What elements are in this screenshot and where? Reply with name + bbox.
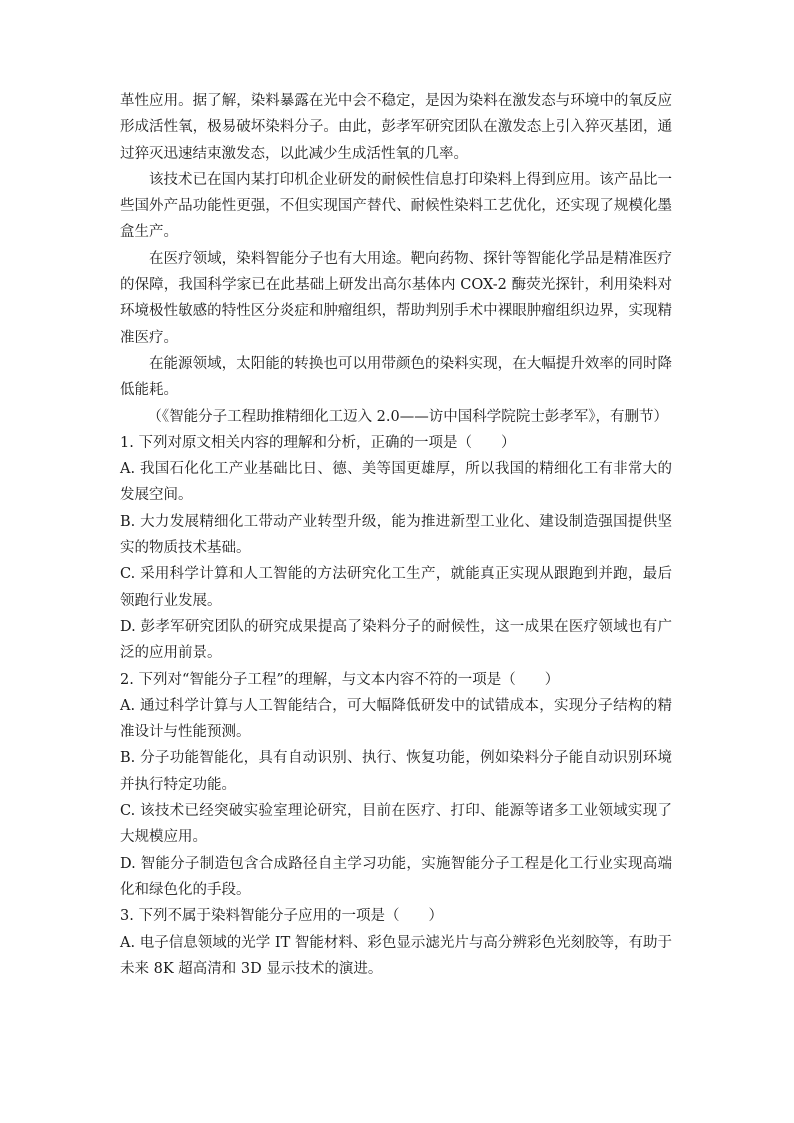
question-2-option-c: C. 该技术已经突破实验室理论研究，目前在医疗、打印、能源等诸多工业领域实现了大规模应用。 bbox=[120, 803, 672, 846]
question-2-option-b: B. 分子功能智能化，具有自动识别、执行、恢复功能，例如染料分子能自动识别环境并执行特定功能。 bbox=[120, 750, 672, 793]
question-1-stem: 1. 下列对原文相关内容的理解和分析，正确的一项是（ ） bbox=[120, 434, 516, 451]
question-1-option-b: B. 大力发展精细化工带动产业转型升级，能为推进新型工业化、建设制造强国提供坚实的物质技术基础。 bbox=[120, 513, 672, 557]
article-source-citation: （《智能分子工程助推精细化工迈入 2.0——访中国科学院院士彭孝军》，有删节） bbox=[147, 408, 668, 425]
article-paragraph-3: 在医疗领域，染料智能分子也有大用途。靶向药物、探针等智能化学品是精准医疗的保障，我国科学家已在此基础上研发出高尔基体内 COX-2 酶荧光探针，利用染料对环境极性敏感的特性区分炎症和肿瘤组织，帮助判别手术中裸眼肿瘤组织边界，实现精准医疗。 bbox=[120, 250, 672, 346]
question-3-stem: 3. 下列不属于染料智能分子应用的一项是（ ） bbox=[120, 908, 443, 925]
document-body bbox=[120, 88, 672, 982]
article-paragraph-1: 革性应用。据了解，染料暴露在光中会不稳定，是因为染料在激发态与环境中的氧反应形成活性氧，极易破坏染料分子。由此，彭孝军研究团队在激发态上引入猝灭基团，通过猝灭迅速结束激发态，以此减少生成活性氧的几率。 bbox=[120, 93, 672, 162]
question-2-option-a: A. 通过科学计算与人工智能结合，可大幅降低研发中的试错成本，实现分子结构的精准设计与性能预测。 bbox=[120, 697, 672, 741]
article-paragraph-4: 在能源领域，太阳能的转换也可以用带颜色的染料实现，在大幅提升效率的同时降低能耗。 bbox=[120, 355, 672, 399]
question-1-option-a: A. 我国石化化工产业基础比日、德、美等国更雄厚，所以我国的精细化工有非常大的发展空间。 bbox=[120, 461, 672, 504]
question-1-option-c: C. 采用科学计算和人工智能的方法研究化工生产，就能真正实现从跟跑到并跑，最后领跑行业发展。 bbox=[120, 566, 672, 609]
question-2-option-d: D. 智能分子制造包含合成路径自主学习功能，实施智能分子工程是化工行业实现高端化和绿色化的手段。 bbox=[120, 855, 672, 898]
question-3-option-a: A. 电子信息领域的光学 IT 智能材料、彩色显示滤光片与高分辨彩色光刻胶等，有助于未来 8K 超高清和 3D 显示技术的演进。 bbox=[120, 934, 672, 977]
question-2-stem: 2. 下列对“智能分子工程”的理解，与文本内容不符的一项是（ ） bbox=[120, 671, 560, 688]
question-1-option-d: D. 彭孝军研究团队的研究成果提高了染料分子的耐候性，这一成果在医疗领域也有广泛的应用前景。 bbox=[120, 618, 672, 662]
article-paragraph-2: 该技术已在国内某打印机企业研发的耐候性信息打印染料上得到应用。该产品比一些国外产品功能性更强，不但实现国产替代、耐候性染料工艺优化，还实现了规模化墨盒生产。 bbox=[120, 171, 672, 241]
